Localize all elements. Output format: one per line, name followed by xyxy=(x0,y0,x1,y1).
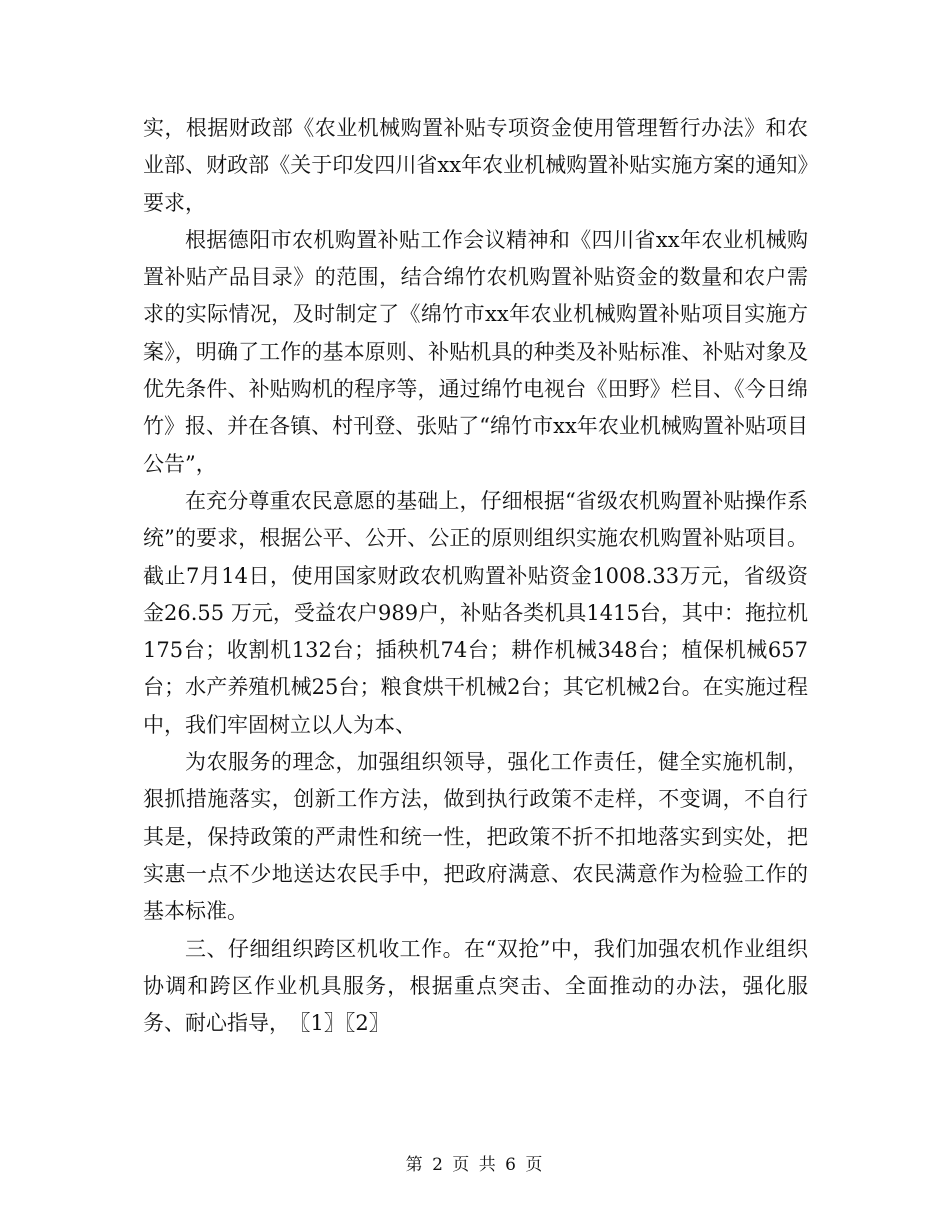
paragraph-2: 根据德阳市农机购置补贴工作会议精神和《四川省xx年农业机械购置补贴产品目录》的范围，结合绵竹农机购置补贴资金的数量和农户需求的实际情况，及时制定了《绵竹市xx年农业机械购置补贴项目实施方案》，明确了工作的基本原则、补贴机具的种类及补贴标准、补贴对象及优先条件、补贴购机的程序等，通过绵竹电视台《田野》栏目、《今日绵竹》报、并在各镇、村刊登、张贴了“绵竹市xx年农业机械购置补贴项目公告”， xyxy=(143,227,808,476)
paragraph-5-text: 三、仔细组织跨区机收工作。在“双抢”中，我们加强农机作业组织协调和跨区作业机具服务，根据重点突击、全面推动的办法，强化服务、耐心指导， xyxy=(143,936,808,1036)
paragraph-1: 实，根据财政部《农业机械购置补贴专项资金使用管理暂行办法》和农业部、财政部《关于印发四川省xx年农业机械购置补贴实施方案的通知》要求， xyxy=(143,116,808,215)
page-number-footer: 第 2 页 共 6 页 xyxy=(405,1155,545,1175)
page-reference-links[interactable]: 〖1〗〖2〗 xyxy=(300,1011,390,1036)
paragraph-4: 为农服务的理念，加强组织领导，强化工作责任，健全实施机制，狠抓措施落实，创新工作方法，做到执行政策不走样，不变调，不自行其是，保持政策的严肃性和统一性，把政策不折不扣地落实到实处，把实惠一点不少地送达农民手中，把政府满意、农民满意作为检验工作的基本标准。 xyxy=(143,750,808,924)
paragraph-3: 在充分尊重农民意愿的基础上，仔细根据“省级农机购置补贴操作系统”的要求，根据公平、公开、公正的原则组织实施农机购置补贴项目。截止7月14日，使用国家财政农机购置补贴资金1008.33万元，省级资金26.55 万元，受益农户989户，补贴各类机具1415台，其中：拖拉机175台；收割机132台；插秧机74台；耕作机械348台；植保机械657台；水产养殖机械25台；粮食烘干机械2台；其它机械2台。在实施过程中，我们牢固树立以人为本、 xyxy=(143,488,808,737)
paragraph-5 xyxy=(143,931,808,1043)
document-body xyxy=(143,110,808,1042)
